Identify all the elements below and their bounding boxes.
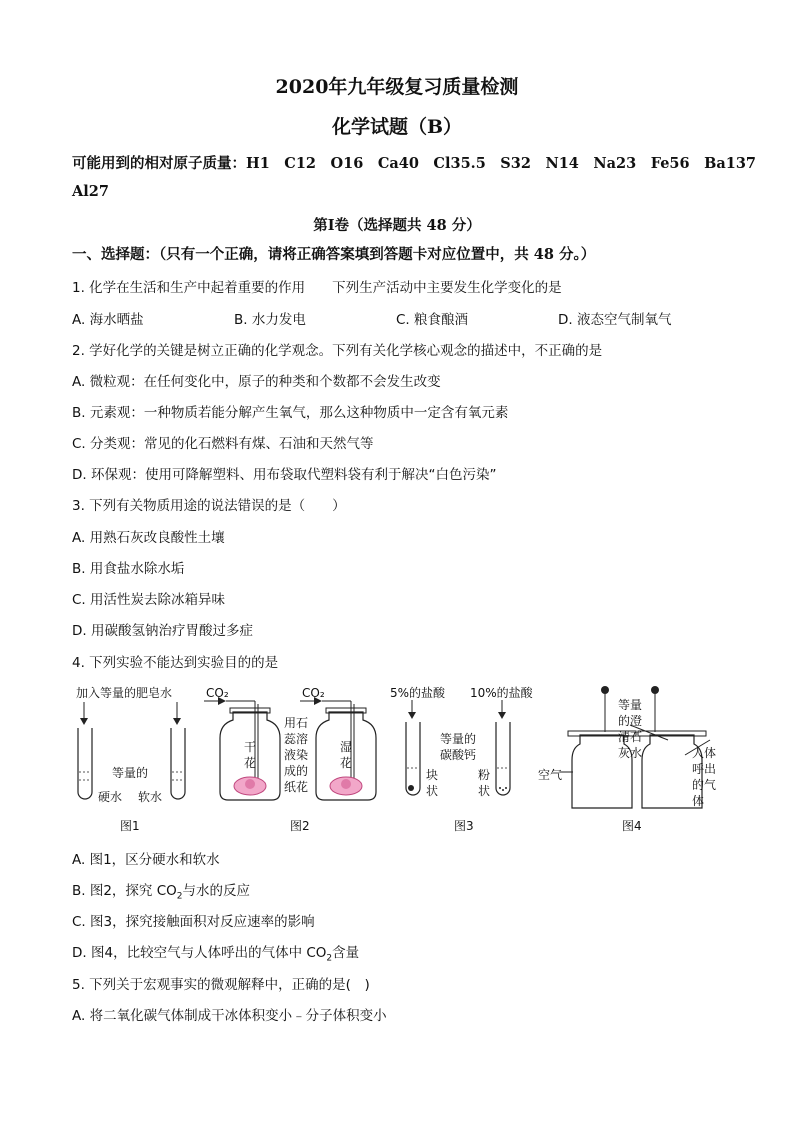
fig4-caption: 图4 <box>622 819 642 833</box>
fig4-air: 空气 <box>538 768 563 782</box>
atomic-masses-line1: 可能用到的相对原子质量：H1 C12 O16 Ca40 Cl35.5 S32 N14 Na23 Fe56 Ba137 <box>72 155 757 172</box>
fig1-caption: 图1 <box>120 819 140 833</box>
section-heading: 一、选择题：（只有一个正确，请将正确答案填到答题卡对应位置中，共 48 分。） <box>72 246 596 263</box>
fig3-caco3: 碳酸钙 <box>440 748 477 762</box>
q1-option-d: D. 液态空气制氧气 <box>558 312 672 328</box>
fig4-lime-1: 等量 <box>618 698 643 712</box>
q4-option-c: C. 图3，探究接触面积对反应速率的影响 <box>72 914 315 930</box>
fig2-desc-5: 纸花 <box>284 780 309 794</box>
fig2-desc-3: 液染 <box>284 748 309 762</box>
q3-option-c: C. 用活性炭去除冰箱异味 <box>72 592 226 608</box>
fig2-wet-1: 湿 <box>340 740 353 754</box>
q1-option-c: C. 粮食酿酒 <box>396 312 469 328</box>
q2-option-a: A. 微粒观：在任何变化中，原子的种类和个数都不会发生改变 <box>72 374 441 390</box>
q3-option-d: D. 用碳酸氢钠治疗胃酸过多症 <box>72 623 253 639</box>
q4-figure <box>70 680 720 835</box>
q4-option-b-pre: B. 图2，探究 CO <box>72 883 177 899</box>
fig3-block-2: 状 <box>426 784 439 798</box>
fig1-soft-water-label: 软水 <box>138 790 163 804</box>
fig4-breath-4: 体 <box>692 794 705 808</box>
page-subtitle: 化学试题（B） <box>331 116 463 138</box>
q4-option-a: A. 图1，区分硬水和软水 <box>72 852 220 868</box>
fig2-desc-4: 成的 <box>284 764 309 778</box>
fig4-breath-2: 呼出 <box>692 762 717 776</box>
fig2-desc-1: 用石 <box>284 716 309 730</box>
fig3-acid-10: 10%的盐酸 <box>470 686 533 700</box>
q1-option-b: B. 水力发电 <box>234 312 306 328</box>
q4-option-b-post: 与水的反应 <box>182 883 251 899</box>
q2-option-b: B. 元素观：一种物质若能分解产生氧气，那么这种物质中一定含有氧元素 <box>72 405 509 421</box>
q4-stem: 4. 下列实验不能达到实验目的的是 <box>72 655 279 671</box>
fig1-top-label: 加入等量的肥皂水 <box>76 686 173 700</box>
page-title: 2020年九年级复习质量检测 <box>275 76 519 98</box>
fig3-tube-left <box>406 722 420 795</box>
fig2-co2-left: CO₂ <box>206 686 229 700</box>
q2-stem: 2. 学好化学的关键是树立正确的化学观念。下列有关化学核心观念的描述中，不正确的是 <box>72 343 603 359</box>
q4-option-b-sub: 2 <box>176 891 183 902</box>
fig4-breath-3: 的气 <box>692 778 717 792</box>
fig1-tube-left <box>78 728 92 799</box>
q4-option-d <box>72 941 359 964</box>
fig3-tube-right <box>496 722 510 795</box>
q5-option-a: A. 将二氧化碳气体制成干冰体积变小﹣分子体积变小 <box>72 1008 387 1024</box>
fig4-lime-2: 的澄 <box>618 714 643 728</box>
fig3-powder-2: 状 <box>478 784 491 798</box>
q4-option-b <box>72 879 250 902</box>
fig4-lime-3: 清石 <box>618 730 643 744</box>
fig3-block-1: 块 <box>426 768 439 782</box>
fig2-dry-2: 花 <box>244 756 257 770</box>
fig3-caption: 图3 <box>454 819 474 833</box>
fig1-equal-label: 等量的 <box>112 766 149 780</box>
fig2-dry-1: 干 <box>244 740 257 754</box>
q3-option-a: A. 用熟石灰改良酸性土壤 <box>72 530 225 546</box>
fig3-equal: 等量的 <box>440 732 477 746</box>
fig4-lime-4: 灰水 <box>618 746 643 760</box>
fig3-acid-5: 5%的盐酸 <box>390 686 446 700</box>
q4-option-d-sub: 2 <box>326 953 333 964</box>
atomic-masses-line2: Al27 <box>72 183 109 200</box>
fig1-hard-water-label: 硬水 <box>98 790 123 804</box>
fig3-powder-1: 粉 <box>478 768 491 782</box>
fig4-breath-1: 人体 <box>692 746 717 760</box>
fig2-caption: 图2 <box>290 819 310 833</box>
q4-option-d-pre: D. 图4，比较空气与人体呼出的气体中 CO <box>72 945 327 961</box>
q2-option-c: C. 分类观：常见的化石燃料有煤、石油和天然气等 <box>72 436 374 452</box>
q3-stem: 3. 下列有关物质用途的说法错误的是（ ） <box>72 498 346 514</box>
q3-option-b: B. 用食盐水除水垢 <box>72 561 185 577</box>
fig2-desc-2: 蕊溶 <box>284 732 309 746</box>
volume-title: 第Ⅰ卷（选择题共 48 分） <box>313 217 481 234</box>
q5-stem: 5. 下列关于宏观事实的微观解释中，正确的是( ) <box>72 977 370 993</box>
q1-stem: 1. 化学在生活和生产中起着重要的作用 下列生产活动中主要发生化学变化的是 <box>72 280 562 296</box>
fig2-wet-2: 花 <box>340 756 353 770</box>
fig2-co2-right: CO₂ <box>302 686 325 700</box>
q1-option-a: A. 海水晒盐 <box>72 312 144 328</box>
q4-option-d-post: 含量 <box>332 945 360 961</box>
q2-option-d: D. 环保观：使用可降解塑料、用布袋取代塑料袋有利于解决“白色污染” <box>72 467 497 483</box>
fig1-tube-right <box>171 728 185 799</box>
